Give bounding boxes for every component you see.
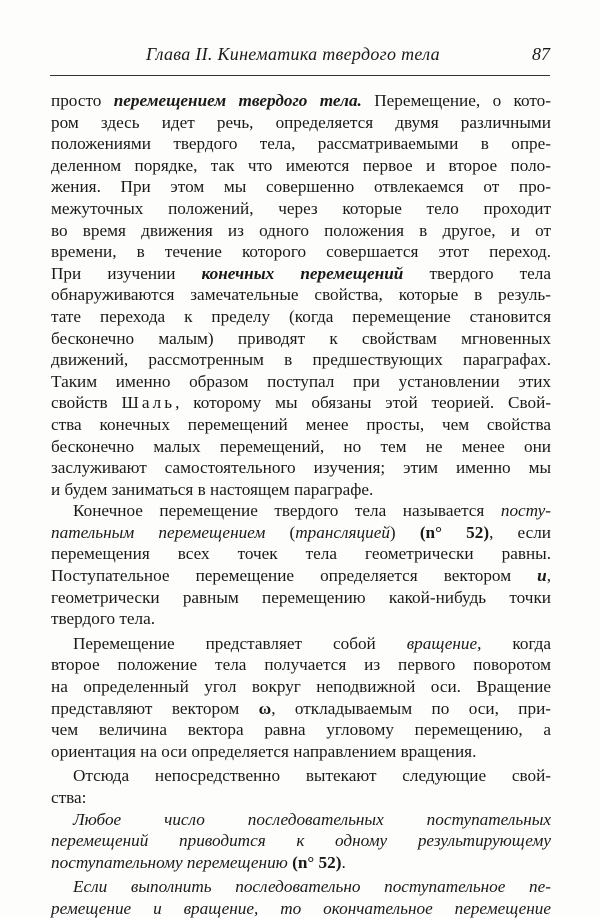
text-run: , когда: [477, 633, 552, 653]
text-run: второе положение тела получается из первого поворотом: [51, 655, 551, 675]
text-line: [51, 306, 551, 328]
text-run: твердого тела: [403, 263, 552, 283]
text-run: свойств: [51, 393, 122, 413]
header-rule: [50, 75, 550, 76]
text-line: [51, 852, 551, 874]
text-line: [51, 565, 551, 587]
text-run: (: [265, 522, 296, 542]
emphasis-run: пательным перемещением: [51, 522, 266, 542]
text-run: бесконечно малых перемещений, но тем не менее они: [51, 436, 551, 456]
text-line: [51, 876, 551, 898]
text-line: [51, 263, 551, 285]
emphasis-run: Если выполнить последовательно поступательное пе-: [73, 877, 551, 897]
running-title: Глава II. Кинематика твердого тела: [146, 44, 440, 64]
emphasis-run: u: [537, 566, 547, 586]
emphasis-run: перемещений приводится к одному результирующему: [51, 831, 551, 851]
text-run: на определенный угол вокруг неподвижной оси. Вращение: [51, 677, 551, 697]
text-line: [51, 741, 551, 763]
text-run: , если: [489, 522, 552, 542]
text-run: Поступательное перемещение определяется вектором: [51, 566, 538, 586]
emphasis-run: ω: [258, 698, 272, 718]
text-line: [51, 155, 551, 177]
text-line: [51, 830, 551, 852]
text-run: .: [341, 852, 346, 872]
text-run: времени, в течение которого совершается этот переход.: [51, 242, 551, 262]
text-line: [51, 522, 551, 544]
text-line: [51, 633, 551, 655]
text-run: Перемещение, о кото-: [361, 91, 551, 110]
text-run: чем величина вектора равна угловому перемещению, а: [51, 720, 551, 740]
text-line: [51, 220, 551, 242]
text-run: ориентация на оси определяется направлением вращения.: [51, 741, 477, 761]
text-line: [51, 500, 551, 522]
text-run: бесконечно малым) приводят к свойствам мгновенных: [51, 328, 551, 348]
text-line: [51, 176, 551, 198]
emphasis-run: вращение: [406, 633, 478, 653]
text-run: , которому мы обязаны этой теорией. Свой-: [175, 393, 551, 413]
text-line: [51, 698, 551, 720]
body-text: [51, 90, 551, 920]
emphasis-run: Шаль: [121, 393, 176, 413]
text-run: и будем заниматься в настоящем параграфе.: [51, 479, 374, 499]
text-run: Перемещение представляет собой: [73, 633, 407, 653]
emphasis-run: (n° 52): [292, 852, 342, 872]
text-run: ): [389, 522, 420, 542]
text-run: ,: [546, 566, 551, 586]
emphasis-run: перемещением твердого тела.: [113, 91, 362, 110]
text-line: [51, 112, 551, 134]
text-line: [51, 676, 551, 698]
text-line: [51, 392, 551, 414]
text-run: положениями твердого тела, рассматриваемыми в опре-: [51, 134, 551, 154]
text-line: [51, 479, 551, 501]
emphasis-run: ремещение и вращение, то окончательное перемещение: [51, 898, 551, 918]
text-run: представляют вектором: [51, 698, 259, 718]
page-header: [50, 44, 550, 72]
page-number: 87: [532, 44, 550, 64]
text-line: [51, 654, 551, 676]
text-run: межуточных положений, через которые тело проходит: [51, 198, 551, 218]
text-run: Отсюда непосредственно вытекают следующие свой-: [73, 766, 551, 786]
emphasis-run: (n° 52): [419, 522, 490, 542]
text-line: [51, 608, 551, 630]
text-run: ства:: [51, 788, 87, 807]
text-line: [51, 371, 551, 393]
text-line: [51, 198, 551, 220]
text-line: [51, 809, 551, 831]
text-run: ства конечных перемещений менее просты, чем свойства: [51, 414, 551, 434]
text-line: [51, 787, 551, 809]
emphasis-run: поступательному перемещению: [51, 852, 288, 872]
emphasis-run: трансляцией: [295, 522, 390, 542]
text-run: Таким именно образом поступал при установлении этих: [51, 371, 551, 391]
text-run: При изучении: [51, 263, 202, 283]
text-run: просто: [51, 91, 114, 110]
text-run: тате перехода к пределу (когда перемещение становится: [51, 306, 551, 326]
text-run: во время движения из одного положения в другое, и от: [51, 220, 551, 240]
emphasis-run: посту-: [500, 501, 551, 521]
text-line: [51, 284, 551, 306]
text-line: [51, 414, 551, 436]
text-line: [51, 241, 551, 263]
text-run: геометрически равным перемещению какой-нибудь точки: [51, 587, 551, 607]
text-line: [51, 436, 551, 458]
emphasis-run: конечных перемещений: [201, 263, 404, 283]
text-line: [51, 457, 551, 479]
text-run: ром здесь идет речь, определяется двумя различными: [51, 112, 551, 132]
text-line: [51, 349, 551, 371]
text-line: [51, 587, 551, 609]
text-run: Конечное перемещение твердого тела называется: [73, 501, 501, 521]
text-line: [51, 898, 551, 920]
text-run: , откладываемым по оси, при-: [271, 698, 552, 718]
text-run: деленном порядке, так что имеются первое и второе поло-: [51, 155, 551, 175]
text-line: [51, 719, 551, 741]
text-run: заслуживают самостоятельного изучения; этим именно мы: [51, 458, 551, 478]
text-run: твердого тела.: [51, 609, 156, 629]
text-line: [51, 133, 551, 155]
text-line: [51, 90, 551, 112]
text-run: обнаруживаются замечательные свойства, которые в резуль-: [51, 285, 551, 305]
text-line: [51, 543, 551, 565]
text-run: жения. При этом мы совершенно отвлекаемся от про-: [51, 177, 551, 197]
text-run: движений, рассмотренным в предшествующих параграфах.: [51, 350, 551, 370]
emphasis-run: Любое число последовательных поступательных: [73, 809, 551, 829]
text-line: [51, 328, 551, 350]
text-line: [51, 765, 551, 787]
text-run: перемещения всех точек тела геометрически равны.: [51, 544, 551, 564]
